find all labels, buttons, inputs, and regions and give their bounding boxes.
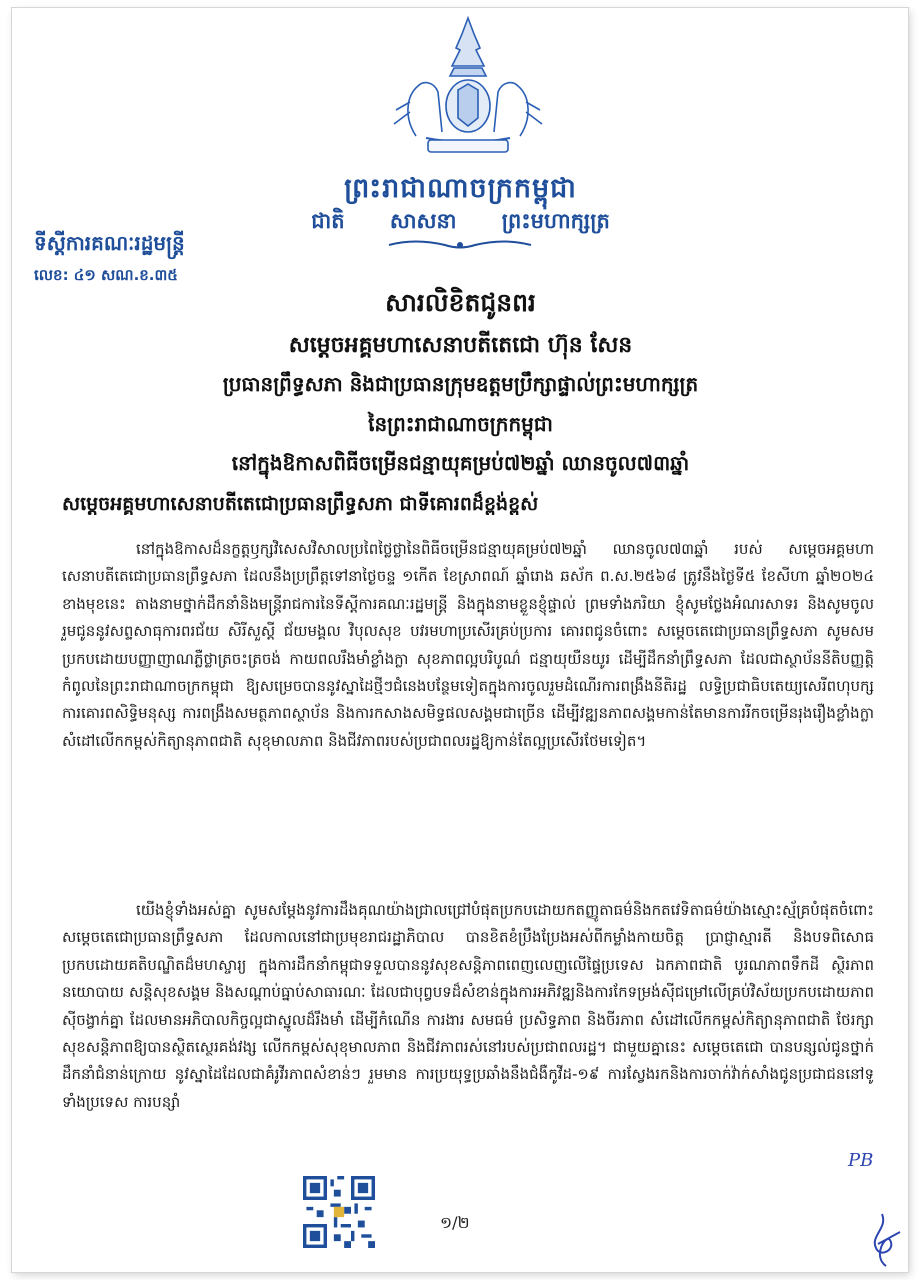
kingdom-name: ព្រះរាជាណាចក្រកម្ពុជា <box>344 173 577 204</box>
body-paragraph <box>62 536 874 755</box>
office-name: ទីស្តីការគណៈរដ្ឋមន្ត្រី <box>34 231 185 255</box>
reference-number: លេខ: ៤១ សណ.ខ.៣៥ <box>34 266 178 284</box>
qr-code <box>303 1176 375 1248</box>
royal-arms-emblem <box>388 14 548 159</box>
initials-mark: PB <box>848 1150 874 1171</box>
page-number: ១/២ <box>440 1213 470 1232</box>
kingdom-line: នៃព្រះរាជាណាចក្រកម្ពុជា <box>368 412 553 436</box>
body-paragraph <box>62 897 874 1116</box>
letter-title: សារលិខិតជូនពរ <box>385 288 536 317</box>
occasion-line: នៅក្នុងឱកាសពិធីចម្រើនជន្មាយុគម្រប់៧២ឆ្នាំ ឈានចូល៧៣ឆ្នាំ <box>231 451 690 475</box>
paragraph-text: យើងខ្ញុំទាំងអស់គ្នា សូមសម្តែងនូវការដឹងគុណយ៉ាងជ្រាលជ្រៅបំផុតប្រកបដោយកតញ្ញូតាធម៌និងកតវេទិតាធម៌យ៉ាងស្មោះស្ម័គ្របំផុតចំពោះ សម្តេចតេជោប្រធានព្រឹទ្ធសភា ដែលកាលនៅជាប្រមុខរាជរដ្ឋាភិបាល បានខិតខំប្រឹងប្រែងអស់ពីកម្លាំងកាយចិត្ត ប្រាជ្ញាស្មារតី និងបទពិសោធប្រកបដោយគតិបណ្ឌិតដ៏មហស្ចារ្យ ក្នុងការដឹកនាំកម្ពុជាទទួលបាននូវសុខសន្តិភាពពេញលេញលើផ្ទៃប្រទេស ឯកភាពជាតិ បូរណភាពទឹកដី ស្ថិរភាពនយោបាយ សន្តិសុខសង្គម និងសណ្តាប់ធ្នាប់សាធារណៈ ដែលជាបុព្វបទដ៏សំខាន់ក្នុងការអភិវឌ្ឍនិងការកែទម្រង់ស៊ីជម្រៅលើគ្រប់វិស័យប្រកបដោយភាពស៊ីចង្វាក់គ្នា ដែលមានអភិបាលកិច្ចល្អជាស្នូលដ៏រឹងមាំ ដើម្បីកំណើន ការងារ សមធម៌ ប្រសិទ្ធភាព និងចីរភាព សំដៅលើកកម្ពស់កិត្យានុភាពជាតិ ថែរក្សាសុខសន្តិភាពឱ្យបានស្ថិតស្ថេរគង់វង្ស លើកកម្ពស់សុខុមាលភាព និងជីវភាពរស់នៅរបស់ប្រជាពលរដ្ឋ។ ជាមួយគ្នានេះ សម្តេចតេជោ បានបន្សល់ជូនថ្នាក់ដឹកនាំជំនាន់ក្រោយ នូវស្នាដៃដែលជាគំរូវីរភាពសំខាន់ៗ រួមមាន ការប្រយុទ្ធប្រឆាំងនឹងជំងឺកូវីដ-១៩ ការស្វែងរកនិងការចាក់វ៉ាក់សាំងជូនប្រជាជននៅទូទាំងប្រទេស ការបន្សាំ <box>62 901 874 1111</box>
salutation: សម្តេចអគ្គមហាសេនាបតីតេជោប្រធានព្រឹទ្ធសភា ជាទីគោរពដ៏ខ្ពង់ខ្ពស់ <box>62 493 539 515</box>
ornament-divider <box>385 238 535 252</box>
signature-mark <box>862 1210 906 1270</box>
recipient-name: សម្តេចអគ្គមហាសេនាបតីតេជោ ហ៊ុន សែន <box>288 332 633 358</box>
recipient-position: ប្រធានព្រឹទ្ធសភា និងជាប្រធានក្រុមឧត្តមប្រឹក្សាផ្ទាល់ព្រះមហាក្សត្រ <box>222 372 699 396</box>
paragraph-text: នៅក្នុងឱកាសដ៏នក្ខត្តឫក្សវិសេសវិសាលប្រពៃថ្លៃថ្លានៃពិធីចម្រើនជន្មាយុគម្រប់៧២ឆ្នាំ ឈានចូល៧៣ឆ្នាំ របស់ សម្តេចអគ្គមហាសេនាបតីតេជោប្រធានព្រឹទ្ធសភា ដែលនឹងប្រព្រឹត្តទៅនាថ្ងៃចន្ទ ១កើត ខែស្រាពណ៍ ឆ្នាំរោង ឆស័ក ព.ស.២៥៦៨ ត្រូវនឹងថ្ងៃទី៥ ខែសីហា ឆ្នាំ២០២៤ ខាងមុខនេះ តាងនាមថ្នាក់ដឹកនាំនិងមន្ត្រីរាជការនៃទីស្តីការគណៈរដ្ឋមន្ត្រី និងក្នុងនាមខ្លួនខ្ញុំផ្ទាល់ ព្រមទាំងភរិយា ខ្ញុំសូមថ្លែងអំណរសាទរ និងសូមចូលរួមជូននូវសព្ទសាធុការពរជ័យ សិរីសួស្តី ជ័យមង្គល វិបុលសុខ បវរមហាប្រសើរគ្រប់ប្រការ គោរពជូនចំពោះ សម្តេចតេជោប្រធានព្រឹទ្ធសភា សូមសមប្រកបដោយបញ្ញាញាណភ្លឺថ្លាត្រចះត្រចង់ កាយពលរឹងមាំខ្លាំងក្លា សុខភាពល្អបរិបូណ៌ ជន្មាយុយឺនយូរ ដើម្បីដឹកនាំព្រឹទ្ធសភា ដែលជាស្ថាប័ននីតិបញ្ញត្តិកំពូលនៃព្រះរាជាណាចក្រកម្ពុជា ឱ្យសម្រេចបាននូវស្នាដៃថ្មីៗជំនេងបន្ថែមទៀតក្នុងការចូលរួមដំណើរការពង្រឹងនីតិរដ្ឋ លទ្ធិប្រជាធិបតេយ្យសេរីពហុបក្ស ការគោរពសិទ្ធិមនុស្ស ការពង្រឹងសមត្ថភាពស្ថាប័ន និងការកសាងសមិទ្ធផលសង្គមជាច្រើន ដើម្បីវឌ្ឍនភាពសង្គមកាន់តែមានការរីកចម្រើនរុងរឿងខ្លាំងក្លា សំដៅលើកកម្ពស់កិត្យានុភាពជាតិ សុខុមាលភាព និងជីវភាពរបស់ប្រជាពលរដ្ឋឱ្យកាន់តែល្អប្រសើរថែមទៀត។ <box>62 540 874 750</box>
national-motto: ជាតិ សាសនា ព្រះមហាក្សត្រ <box>311 208 610 233</box>
